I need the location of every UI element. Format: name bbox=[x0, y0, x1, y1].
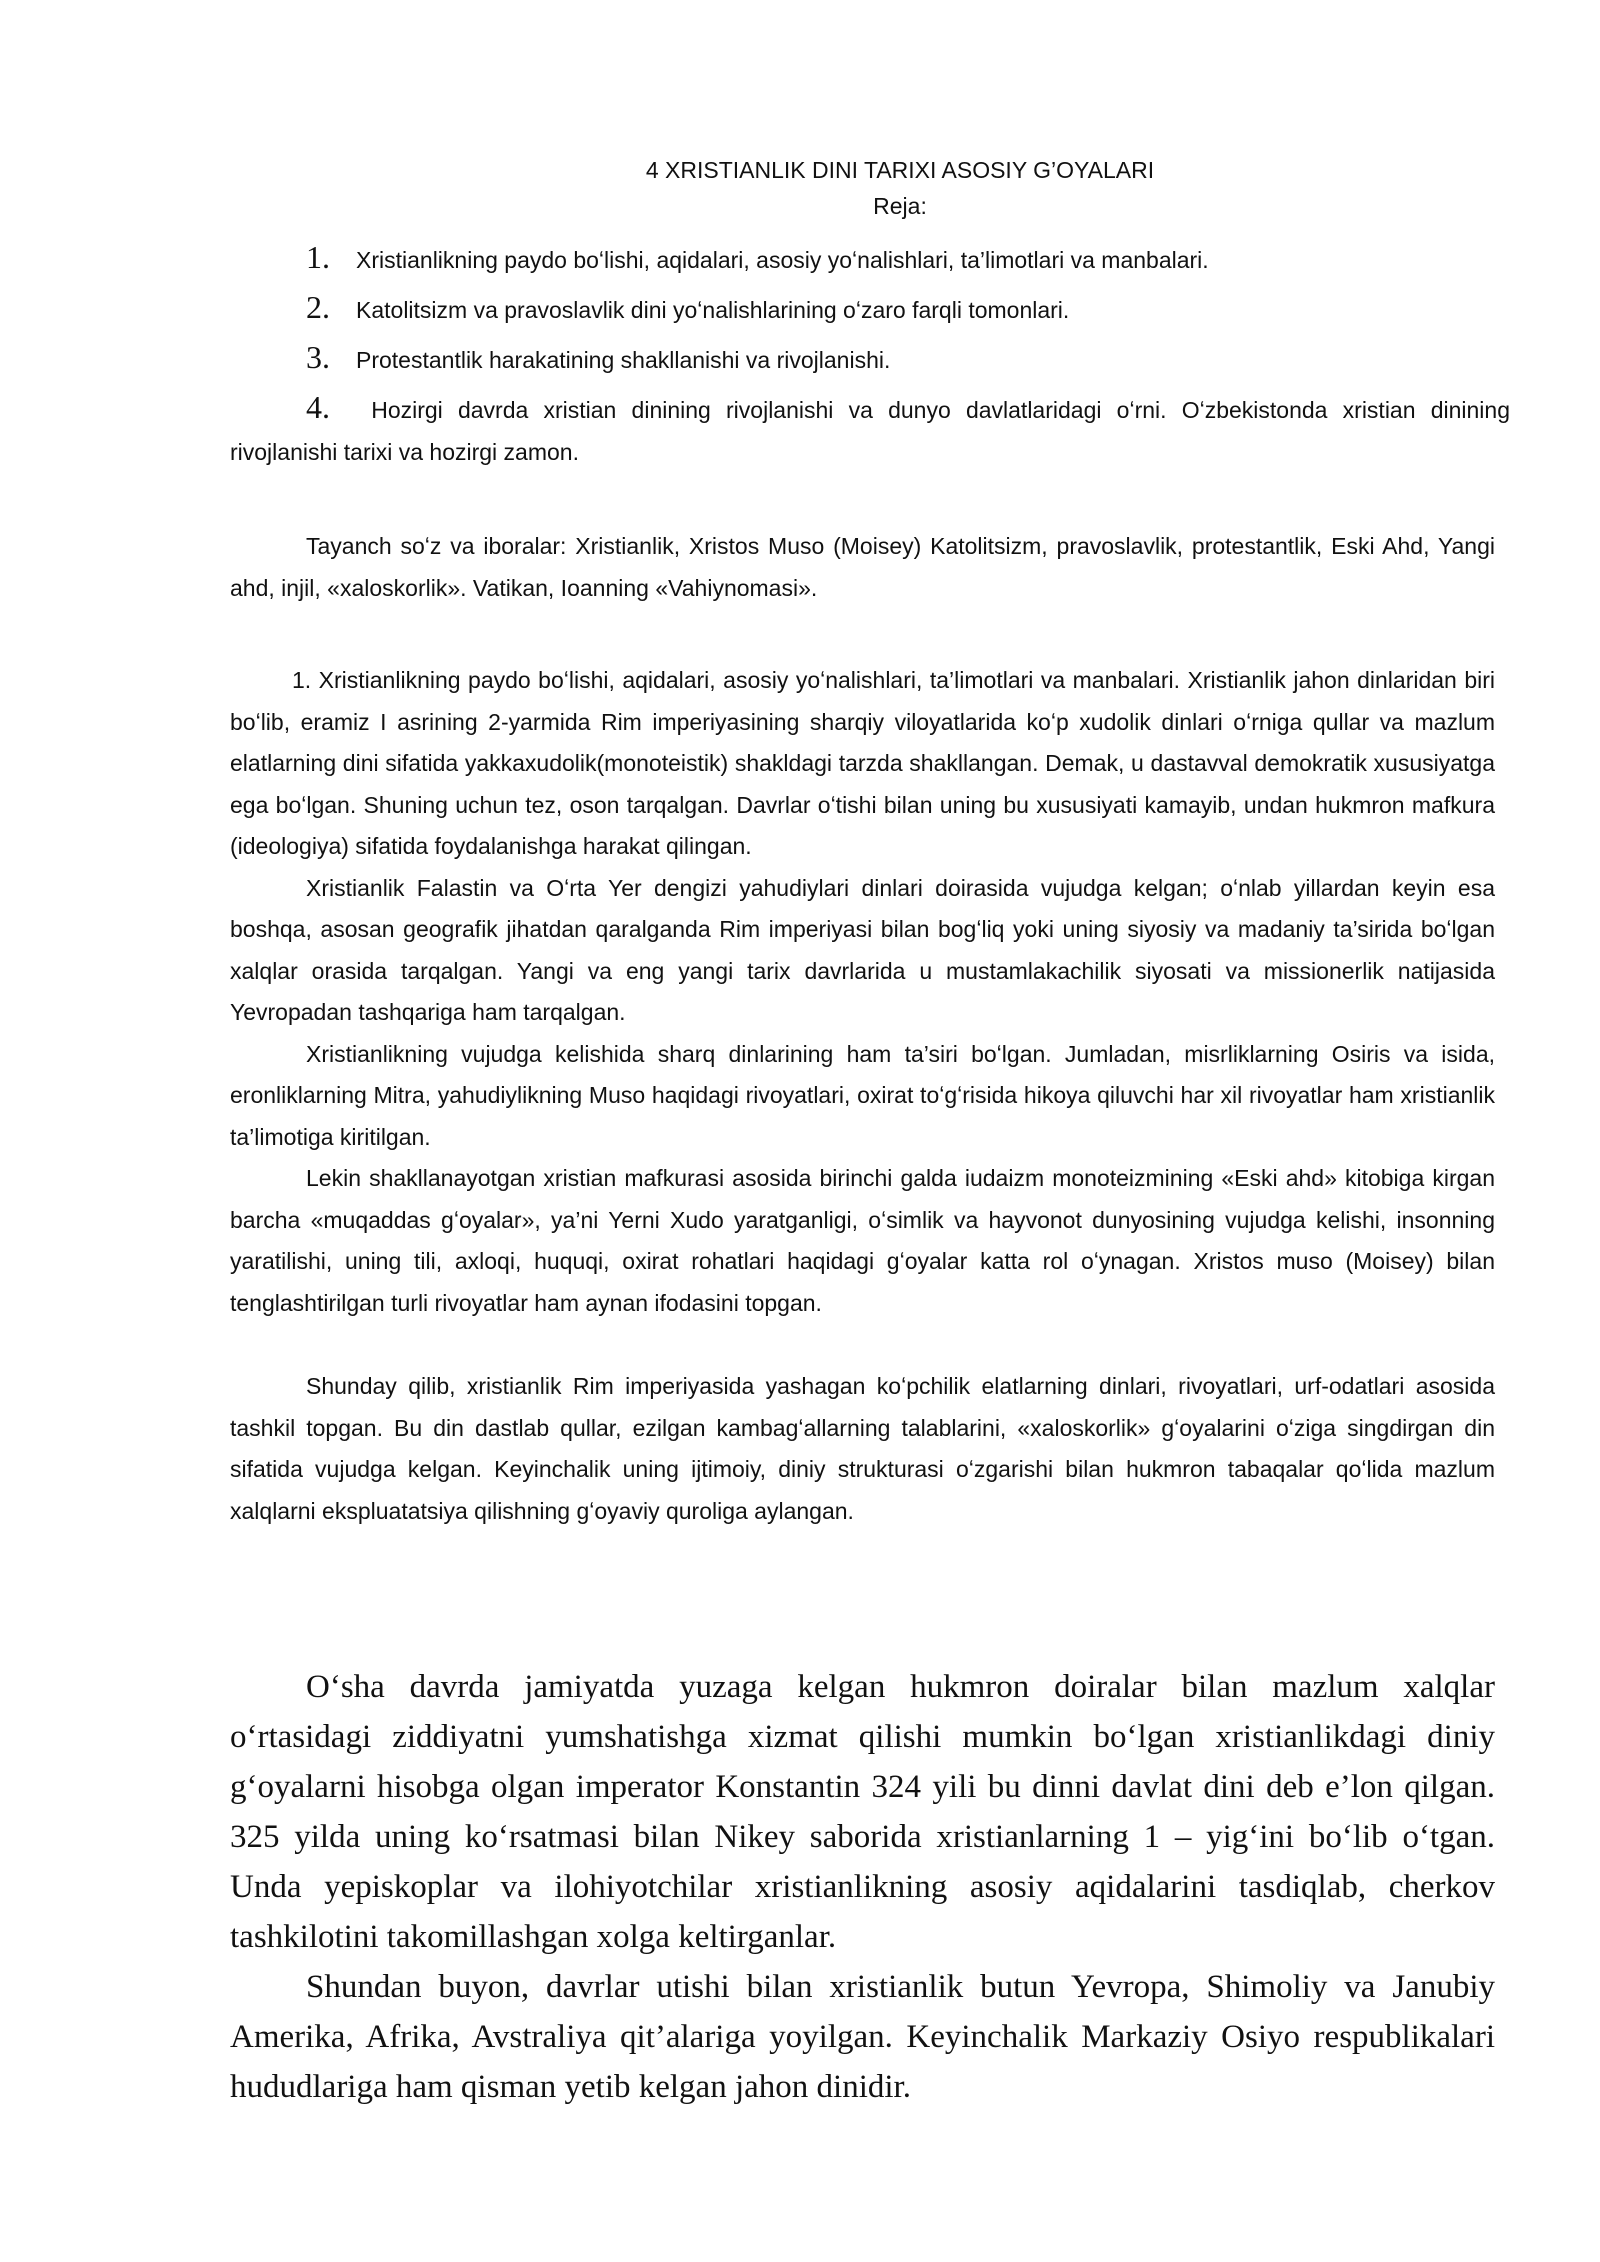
plan-item bbox=[230, 336, 1510, 386]
paragraph: Shundan buyon, davrlar utishi bilan xristianlik butun Yevropa, Shimoliy va Janubiy Amerika, Afrika, Avstraliya qit’alariga yoyilgan. Keyinchalik Markaziy Osiyo respublikalari hududlariga ham qisman yetib kelgan jahon dinidir. bbox=[230, 1969, 1495, 2105]
plan-item-text: Hozirgi davrda xristian dinining rivojlanishi va dunyo davlatlaridagi oʻrni. Oʻzbekistonda xristian dinining rivojlanishi tarixi va hozirgi zamon. bbox=[230, 397, 1510, 465]
paragraph: Oʻsha davrda jamiyatda yuzaga kelgan hukmron doiralar bilan mazlum xalqlar oʻrtasidagi ziddiyatni yumshatishga xizmat qilishi mumkin boʻlgan xristianlikdagi diniy gʻoyalarni hisobga olgan imperator Konstantin 324 yili bu dinni davlat dini deb e’lon qilgan. 325 yilda uning koʻrsatmasi bilan Nikey saborida xristianlarning 1 – yigʻini boʻlib oʻtgan. Unda yepiskoplar va ilohiyotchilar xristianlikning asosiy aqidalarini tasdiqlab, cherkov tashkilotini takomillashgan xolga keltirganlar. bbox=[230, 1669, 1495, 1955]
plan-item-number: 2. bbox=[306, 289, 330, 325]
keywords-block bbox=[230, 526, 1495, 609]
plan-list bbox=[230, 236, 1510, 473]
body-serif bbox=[230, 1662, 1495, 2112]
plan-item bbox=[230, 386, 1510, 473]
document-title: 4 XRISTIANLIK DINI TARIXI ASOSIY G’OYALARI bbox=[645, 157, 1155, 183]
paragraph: Xristianlikning vujudga kelishida sharq dinlarining ham ta’siri boʻlgan. Jumladan, misrliklarning Osiris va isida, eronliklarning Mitra, yahudiylikning Muso haqidagi rivoyatlari, oxirat toʻgʻrisida hikoya qiluvchi har xil rivoyatlar ham xristianlik ta’limotiga kiritilgan. bbox=[230, 1040, 1495, 1150]
paragraph: Lekin shakllanayotgan xristian mafkurasi asosida birinchi galda iudaizm monoteizmining «Eski ahd» kitobiga kirgan barcha «muqaddas gʻoyalar», ya’ni Yerni Xudo yaratganligi, oʻsimlik va hayvonot dunyosining vujudga kelishi, insonning yaratilishi, uning tili, axloqi, huquqi, oxirat rohatlari haqidagi gʻoyalar katta rol oʻynagan. Xristos muso (Moisey) bilan tenglashtirilgan turli rivoyatlar ham aynan ifodasini topgan. bbox=[230, 1165, 1495, 1316]
keywords-text: Tayanch soʻz va iboralar: Xristianlik, Xristos Muso (Moisey) Katolitsizm, pravoslavlik, protestantlik, Eski Ahd, Yangi ahd, injil, «xaloskorlik». Vatikan, Ioanning «Vahiynomasi». bbox=[230, 533, 1495, 601]
body-sans bbox=[230, 660, 1495, 1532]
plan-item bbox=[230, 286, 1510, 336]
paragraph: 1. Xristianlikning paydo boʻlishi, aqidalari, asosiy yoʻnalishlari, ta’limotlari va manbalari. Xristianlik jahon dinlaridan biri boʻlib, eramiz I asrining 2-yarmida Rim imperiyasining sharqiy viloyatlarida koʻp xudolik dinlari oʻrniga qullar va mazlum elatlarning dini sifatida yakkaxudolik(monoteistik) shakldagi tarzda shakllangan. Demak, u dastavval demokratik xususiyatga ega boʻlgan. Shuning uchun tez, oson tarqalgan. Davrlar oʻtishi bilan uning bu xususiyati kamayib, undan hukmron mafkura (ideologiya) sifatida foydalanishga harakat qilingan. bbox=[230, 667, 1495, 859]
plan-item-number: 1. bbox=[306, 239, 330, 275]
plan-item-number: 3. bbox=[306, 339, 330, 375]
plan-label: Reja: bbox=[873, 193, 927, 219]
plan-item bbox=[230, 236, 1510, 286]
plan-item-text: Xristianlikning paydo boʻlishi, aqidalari, asosiy yoʻnalishlari, ta’limotlari va manbalari. bbox=[356, 247, 1209, 273]
plan-item-number: 4. bbox=[306, 389, 330, 425]
paragraph: Shunday qilib, xristianlik Rim imperiyasida yashagan koʻpchilik elatlarning dinlari, rivoyatlari, urf-odatlari asosida tashkil topgan. Bu din dastlab qullar, ezilgan kambagʻallarning talablarini, «xaloskorlik» gʻoyalarini oʻziga singdirgan din sifatida vujudga kelgan. Keyinchalik uning ijtimoiy, diniy strukturasi oʻzgarishi bilan hukmron tabaqalar qoʻlida mazlum xalqlarni ekspluatatsiya qilishning gʻoyaviy quroliga aylangan. bbox=[230, 1373, 1495, 1524]
plan-item-text: Protestantlik harakatining shakllanishi va rivojlanishi. bbox=[356, 347, 891, 373]
plan-item-text: Katolitsizm va pravoslavlik dini yoʻnalishlarining oʻzaro farqli tomonlari. bbox=[356, 297, 1070, 323]
paragraph: Xristianlik Falastin va Oʻrta Yer dengizi yahudiylari dinlari doirasida vujudga kelgan; oʻnlab yillardan keyin esa boshqa, asosan geografik jihatdan qaralganda Rim imperiyasi bilan bogʻliq yoki uning siyosiy va madaniy ta’sirida boʻlgan xalqlar orasida tarqalgan. Yangi va eng yangi tarix davrlarida u mustamlakachilik siyosati va missionerlik natijasida Yevropadan tashqariga ham tarqalgan. bbox=[230, 874, 1495, 1025]
